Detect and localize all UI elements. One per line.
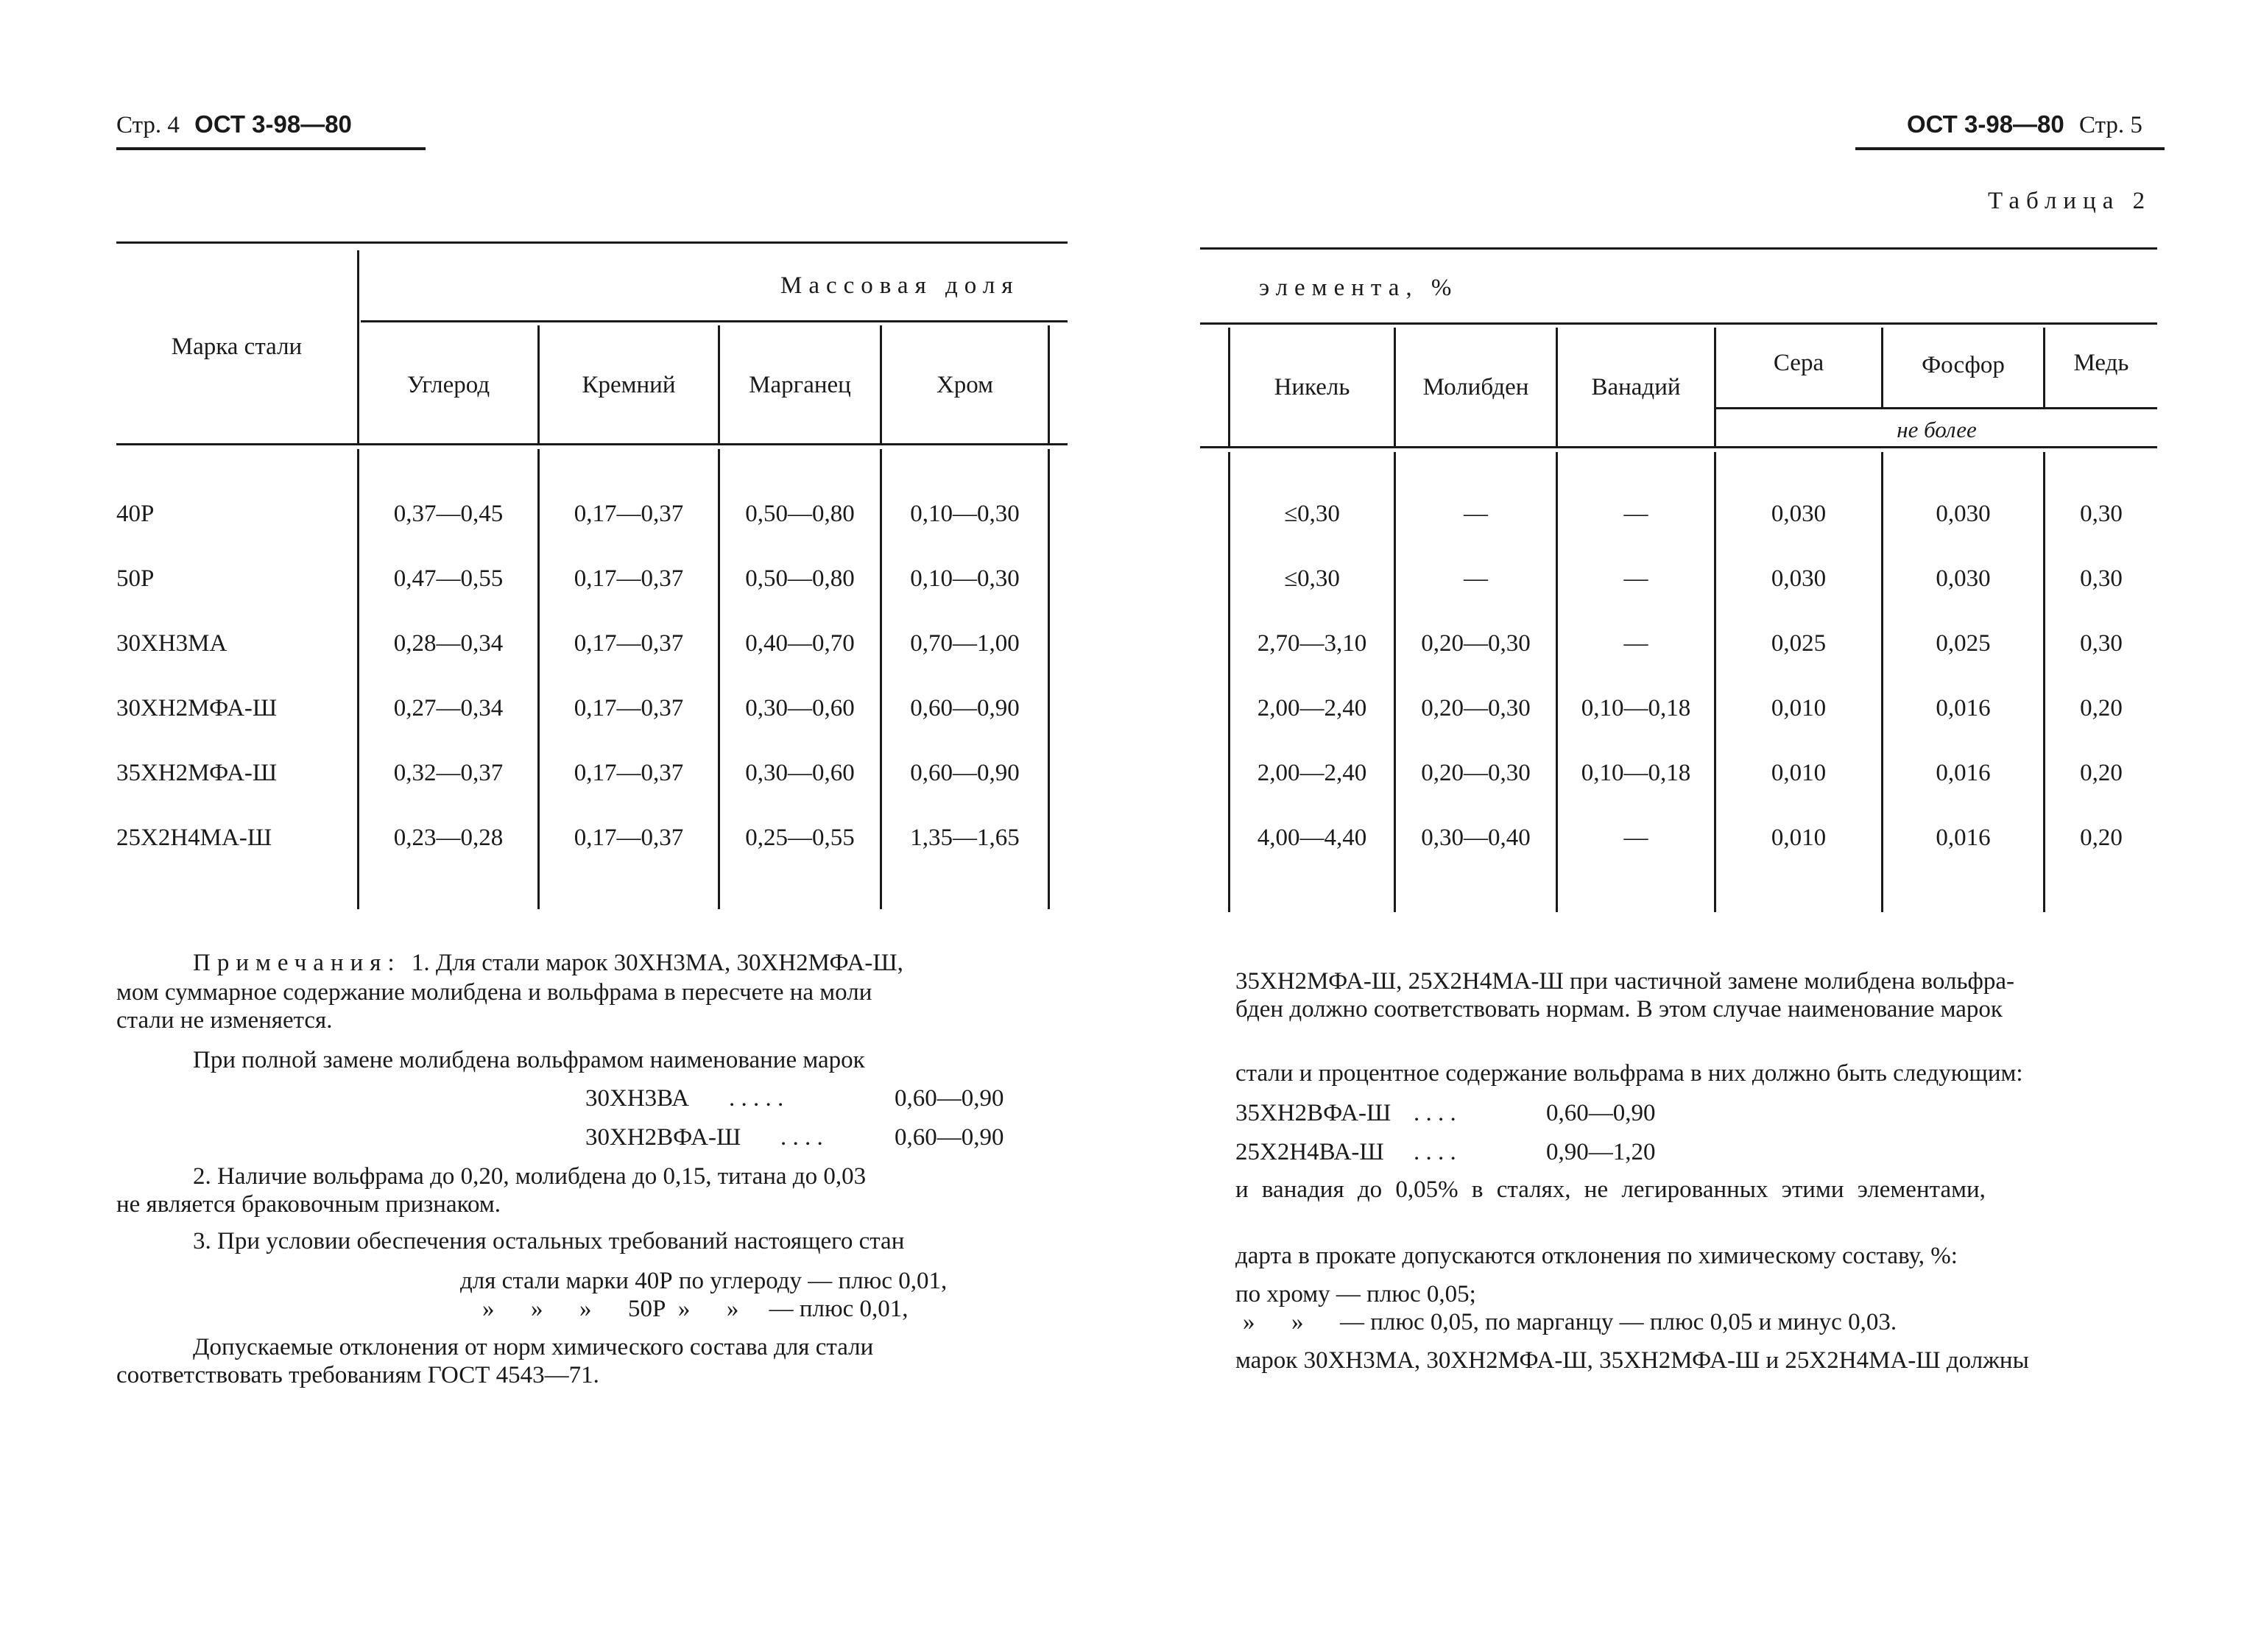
note-line: 35ХН2МФА-Ш, 25Х2Н4МА-Ш при частичной замене молибдена вольфра- (1235, 968, 2015, 995)
cell-silicon: 0,17—0,37 (574, 501, 684, 527)
cell-sulfur: 0,010 (1771, 695, 1827, 721)
note-steel-name: 30ХН3ВА (585, 1085, 689, 1112)
note-line: не является браковочным признаком. (116, 1191, 501, 1218)
table-col-divider (1048, 449, 1050, 909)
cell-steel-grade: 50Р (116, 565, 155, 592)
cell-vanadium: — (1623, 825, 1648, 851)
cell-phosphorus: 0,016 (1936, 695, 1991, 721)
column-header-molybdenum: Молибден (1422, 374, 1529, 400)
cell-silicon: 0,17—0,37 (574, 565, 684, 592)
cell-carbon: 0,32—0,37 (393, 760, 504, 786)
cell-sulfur: 0,030 (1771, 501, 1827, 527)
column-header-sulfur: Сера (1773, 350, 1824, 376)
cell-steel-grade: 25Х2Н4МА-Ш (116, 825, 272, 851)
table-top-rule-right (1200, 247, 2157, 250)
cell-sulfur: 0,025 (1771, 630, 1827, 657)
cell-phosphorus: 0,030 (1936, 565, 1991, 592)
cell-carbon: 0,37—0,45 (393, 501, 504, 527)
note-line (193, 950, 903, 977)
cell-carbon: 0,28—0,34 (393, 630, 504, 657)
note-value: 0,60—0,90 (895, 1085, 1004, 1112)
note-line: и ванадия до 0,05% в сталях, не легированных этими элементами, (1235, 1176, 1986, 1203)
note-dots: . . . . (780, 1124, 823, 1151)
cell-copper: 0,30 (2080, 565, 2123, 592)
left-page-header (116, 110, 352, 139)
cell-molybdenum: 0,20—0,30 (1421, 695, 1531, 721)
cell-vanadium: 0,10—0,18 (1581, 695, 1691, 721)
cell-copper: 0,30 (2080, 501, 2123, 527)
cell-nickel: ≤0,30 (1284, 565, 1340, 592)
cell-chromium: 0,10—0,30 (910, 565, 1020, 592)
cell-nickel: 2,70—3,10 (1257, 630, 1367, 657)
cell-vanadium: — (1623, 630, 1648, 657)
column-header-chromium: Хром (936, 372, 994, 398)
note-line: мом суммарное содержание молибдена и вольфрама в пересчете на моли (116, 979, 872, 1006)
cell-copper: 0,20 (2080, 760, 2123, 786)
right-standard-code: ОСТ 3-98—80 (1907, 110, 2064, 138)
cell-steel-grade: 40Р (116, 501, 155, 527)
cell-manganese: 0,50—0,80 (745, 565, 855, 592)
column-header-steel: Марка стали (171, 333, 303, 360)
note-line: для стали марки 40Р по углероду — плюс 0,01, (460, 1268, 948, 1294)
cell-carbon: 0,27—0,34 (393, 695, 504, 721)
cell-vanadium: 0,10—0,18 (1581, 760, 1691, 786)
cell-chromium: 0,60—0,90 (910, 695, 1020, 721)
note-value: 0,90—1,20 (1546, 1139, 1656, 1165)
note-line: При полной замене молибдена вольфрамом наименование марок (193, 1047, 865, 1073)
cell-manganese: 0,40—0,70 (745, 630, 855, 657)
cell-silicon: 0,17—0,37 (574, 695, 684, 721)
note-line: соответствовать требованиям ГОСТ 4543—71. (116, 1362, 599, 1388)
cell-molybdenum: 0,20—0,30 (1421, 630, 1531, 657)
right-page-header (1907, 110, 2142, 139)
column-header-phosphorus: Фосфор (1922, 352, 2005, 378)
table-group-rule-right (1200, 322, 2157, 325)
cell-phosphorus: 0,030 (1936, 501, 1991, 527)
note-line: 2. Наличие вольфрама до 0,20, молибдена до 0,15, титана до 0,03 (193, 1163, 867, 1190)
cell-molybdenum: — (1464, 565, 1488, 592)
note-line: по хрому — плюс 0,05; (1235, 1281, 1476, 1307)
note-value: 0,60—0,90 (1546, 1100, 1656, 1126)
table-head-rule-right (1200, 446, 2157, 448)
notes-prefix: Примечания: (193, 950, 401, 976)
cell-silicon: 0,17—0,37 (574, 760, 684, 786)
cell-molybdenum: 0,20—0,30 (1421, 760, 1531, 786)
note-steel-name: 25Х2Н4ВА-Ш (1235, 1139, 1384, 1165)
note-line: дарта в прокате допускаются отклонения по химическому составу, %: (1235, 1243, 1958, 1269)
cell-steel-grade: 35ХН2МФА-Ш (116, 760, 278, 786)
note-steel-name: 30ХН2ВФА-Ш (585, 1124, 741, 1151)
cell-carbon: 0,23—0,28 (393, 825, 504, 851)
cell-chromium: 1,35—1,65 (910, 825, 1020, 851)
cell-vanadium: — (1623, 501, 1648, 527)
cell-nickel: 4,00—4,40 (1257, 825, 1367, 851)
cell-manganese: 0,50—0,80 (745, 501, 855, 527)
left-standard-code: ОСТ 3-98—80 (194, 110, 352, 138)
cell-steel-grade: 30ХН3МА (116, 630, 227, 657)
table-subgroup-rule-right (1714, 407, 2157, 409)
note-line: марок 30ХН3МА, 30ХН2МФА-Ш, 35ХН2МФА-Ш и 25Х2Н4МА-Ш должны (1235, 1347, 2029, 1374)
cell-nickel: 2,00—2,40 (1257, 760, 1367, 786)
note-line: стали и процентное содержание вольфрама в них должно быть следующим: (1235, 1060, 2023, 1087)
cell-chromium: 0,70—1,00 (910, 630, 1020, 657)
note-line: 3. При условии обеспечения остальных требований настоящего стан (193, 1228, 905, 1254)
cell-phosphorus: 0,016 (1936, 760, 1991, 786)
note-line: Допускаемые отклонения от норм химического состава для стали (193, 1334, 874, 1360)
table-top-rule-left (116, 241, 1068, 244)
group-header-left: Массовая доля (780, 272, 1020, 299)
cell-sulfur: 0,010 (1771, 825, 1827, 851)
not-more-subheader: не более (1897, 417, 1977, 442)
cell-silicon: 0,17—0,37 (574, 630, 684, 657)
cell-nickel: ≤0,30 (1284, 501, 1340, 527)
cell-manganese: 0,30—0,60 (745, 695, 855, 721)
cell-chromium: 0,60—0,90 (910, 760, 1020, 786)
right-page-number: Стр. 5 (2079, 112, 2142, 138)
note-text: 1. Для стали марок 30ХН3МА, 30ХН2МФА-Ш, (411, 950, 903, 976)
cell-copper: 0,20 (2080, 695, 2123, 721)
cell-sulfur: 0,010 (1771, 760, 1827, 786)
cell-copper: 0,30 (2080, 630, 2123, 657)
cell-molybdenum: 0,30—0,40 (1421, 825, 1531, 851)
table-head-rule-left (116, 443, 1068, 445)
table-col-divider (1048, 325, 1050, 443)
note-steel-name: 35ХН2ВФА-Ш (1235, 1100, 1391, 1126)
note-dots: . . . . (1414, 1139, 1456, 1165)
note-line: бден должно соответствовать нормам. В этом случае наименование марок (1235, 996, 2003, 1023)
cell-nickel: 2,00—2,40 (1257, 695, 1367, 721)
column-header-carbon: Углерод (406, 372, 490, 398)
cell-molybdenum: — (1464, 501, 1488, 527)
cell-phosphorus: 0,025 (1936, 630, 1991, 657)
column-header-manganese: Марганец (749, 372, 851, 398)
cell-phosphorus: 0,016 (1936, 825, 1991, 851)
note-line: стали не изменяется. (116, 1007, 333, 1034)
column-header-copper: Медь (2073, 350, 2129, 376)
table-caption: Таблица 2 (1988, 188, 2152, 214)
note-value: 0,60—0,90 (895, 1124, 1004, 1151)
cell-silicon: 0,17—0,37 (574, 825, 684, 851)
group-header-right: элемента, % (1259, 275, 1458, 301)
cell-sulfur: 0,030 (1771, 565, 1827, 592)
column-header-silicon: Кремний (582, 372, 676, 398)
table-col-divider (357, 250, 359, 443)
cell-copper: 0,20 (2080, 825, 2123, 851)
table-group-rule-left (361, 320, 1068, 322)
cell-carbon: 0,47—0,55 (393, 565, 504, 592)
right-header-rule (1855, 147, 2165, 150)
left-header-rule (116, 147, 426, 150)
cell-steel-grade: 30ХН2МФА-Ш (116, 695, 278, 721)
cell-chromium: 0,10—0,30 (910, 501, 1020, 527)
cell-vanadium: — (1623, 565, 1648, 592)
left-page-number: Стр. 4 (116, 112, 180, 138)
column-header-nickel: Никель (1274, 374, 1350, 400)
note-dots: . . . . (1414, 1100, 1456, 1126)
note-dots: . . . . . (729, 1085, 784, 1112)
column-header-vanadium: Ванадий (1591, 374, 1681, 400)
note-line: » » — плюс 0,05, по марганцу — плюс 0,05 и минус 0,03. (1243, 1309, 1897, 1335)
cell-manganese: 0,25—0,55 (745, 825, 855, 851)
note-line: » » » 50Р » » — плюс 0,01, (482, 1296, 909, 1322)
cell-manganese: 0,30—0,60 (745, 760, 855, 786)
